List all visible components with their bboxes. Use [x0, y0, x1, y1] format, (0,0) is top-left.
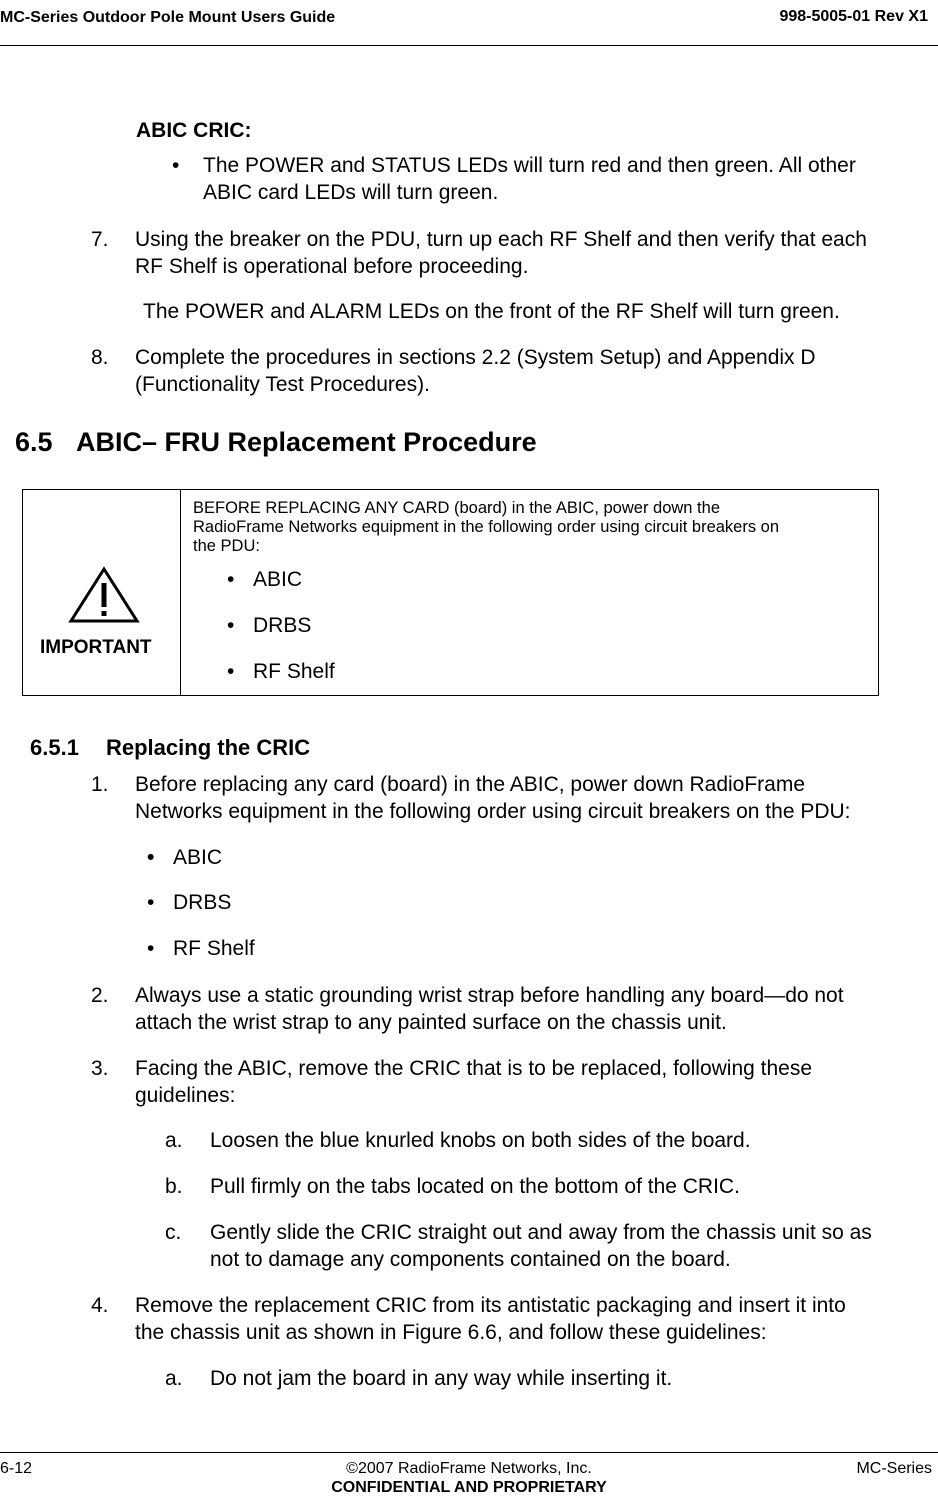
- step7-note: The POWER and ALARM LEDs on the front of the RF Shelf will turn green.: [143, 300, 840, 323]
- footer-page-number: 6-12: [0, 1460, 33, 1477]
- step8-number: 8.: [91, 346, 109, 369]
- step1-number: 1.: [91, 773, 109, 796]
- bullet-icon: •: [227, 614, 235, 637]
- step1-line2: Networks equipment in the following order using circuit breakers on the PDU:: [135, 800, 851, 823]
- step3c-label: c.: [165, 1221, 182, 1244]
- step4-number: 4.: [91, 1294, 109, 1317]
- step1-line1: Before replacing any card (board) in the ABIC, power down RadioFrame: [135, 773, 806, 796]
- important-item-rf-shelf: RF Shelf: [253, 660, 335, 683]
- step3a-label: a.: [165, 1129, 183, 1152]
- step1-item-abic: ABIC: [173, 846, 223, 869]
- important-item-drbs: DRBS: [253, 614, 312, 637]
- step1-item-rf-shelf: RF Shelf: [173, 937, 255, 960]
- header-doc-number: 998-5005-01 Rev X1: [779, 8, 928, 25]
- bullet-icon: •: [147, 937, 155, 960]
- section-title: ABIC– FRU Replacement Procedure: [76, 427, 537, 457]
- step3c-line1: Gently slide the CRIC straight out and away from the chassis unit so as: [210, 1221, 872, 1244]
- header-title: MC-Series Outdoor Pole Mount Users Guide: [0, 9, 336, 26]
- bullet-icon: •: [227, 660, 235, 683]
- step3-number: 3.: [91, 1057, 109, 1080]
- step4a-label: a.: [165, 1367, 183, 1390]
- step2-line1: Always use a static grounding wrist strap before handling any board—do not: [135, 984, 844, 1007]
- abic-cric-bullet-line1: The POWER and STATUS LEDs will turn red and then green. All other: [203, 154, 856, 177]
- section-number: 6.5: [15, 427, 53, 457]
- subsection-title: Replacing the CRIC: [106, 735, 311, 760]
- abic-cric-heading: ABIC CRIC:: [136, 119, 252, 142]
- header-rule: [0, 45, 938, 46]
- footer-confidential: CONFIDENTIAL AND PROPRIETARY: [331, 1479, 607, 1496]
- step1-item-drbs: DRBS: [173, 891, 232, 914]
- subsection-number: 6.5.1: [30, 735, 79, 760]
- step3b-text: Pull firmly on the tabs located on the bottom of the CRIC.: [210, 1175, 740, 1198]
- step2-line2: attach the wrist strap to any painted surface on the chassis unit.: [135, 1011, 727, 1034]
- step3-line1: Facing the ABIC, remove the CRIC that is to be replaced, following these: [135, 1057, 813, 1080]
- step4-line2: the chassis unit as shown in Figure 6.6, and follow these guidelines:: [135, 1321, 767, 1344]
- step3-line2: guidelines:: [135, 1084, 236, 1107]
- bullet-icon: •: [172, 154, 180, 177]
- footer-copyright: ©2007 RadioFrame Networks, Inc.: [346, 1460, 592, 1477]
- bullet-icon: •: [147, 891, 155, 914]
- footer-rule: [0, 1452, 938, 1453]
- important-text-line1: BEFORE REPLACING ANY CARD (board) in the ABIC, power down the: [193, 499, 720, 517]
- step3a-text: Loosen the blue knurled knobs on both sides of the board.: [210, 1129, 751, 1152]
- step7-number: 7.: [91, 228, 109, 251]
- step3b-label: b.: [165, 1175, 183, 1198]
- important-item-abic: ABIC: [253, 568, 303, 591]
- important-text-line2: RadioFrame Networks equipment in the following order using circuit breakers on: [193, 518, 780, 536]
- step8-line2: (Functionality Test Procedures).: [135, 373, 430, 396]
- important-box-divider: [180, 490, 181, 695]
- step3c-line2: not to damage any components contained on the board.: [210, 1248, 731, 1271]
- bullet-icon: •: [227, 568, 235, 591]
- footer-product: MC-Series: [856, 1460, 932, 1477]
- step4a-text: Do not jam the board in any way while inserting it.: [210, 1367, 673, 1390]
- step7-line1: Using the breaker on the PDU, turn up each RF Shelf and then verify that each: [135, 228, 867, 251]
- warning-icon: [68, 566, 140, 624]
- important-label: IMPORTANT: [40, 637, 152, 658]
- important-text-line3: the PDU:: [193, 537, 260, 555]
- step4-line1: Remove the replacement CRIC from its antistatic packaging and insert it into: [135, 1294, 846, 1317]
- step7-line2: RF Shelf is operational before proceeding.: [135, 255, 529, 278]
- step8-line1: Complete the procedures in sections 2.2 (System Setup) and Appendix D: [135, 346, 816, 369]
- bullet-icon: •: [147, 846, 155, 869]
- important-box: [22, 489, 879, 696]
- step2-number: 2.: [91, 984, 109, 1007]
- abic-cric-bullet-line2: ABIC card LEDs will turn green.: [203, 181, 499, 204]
